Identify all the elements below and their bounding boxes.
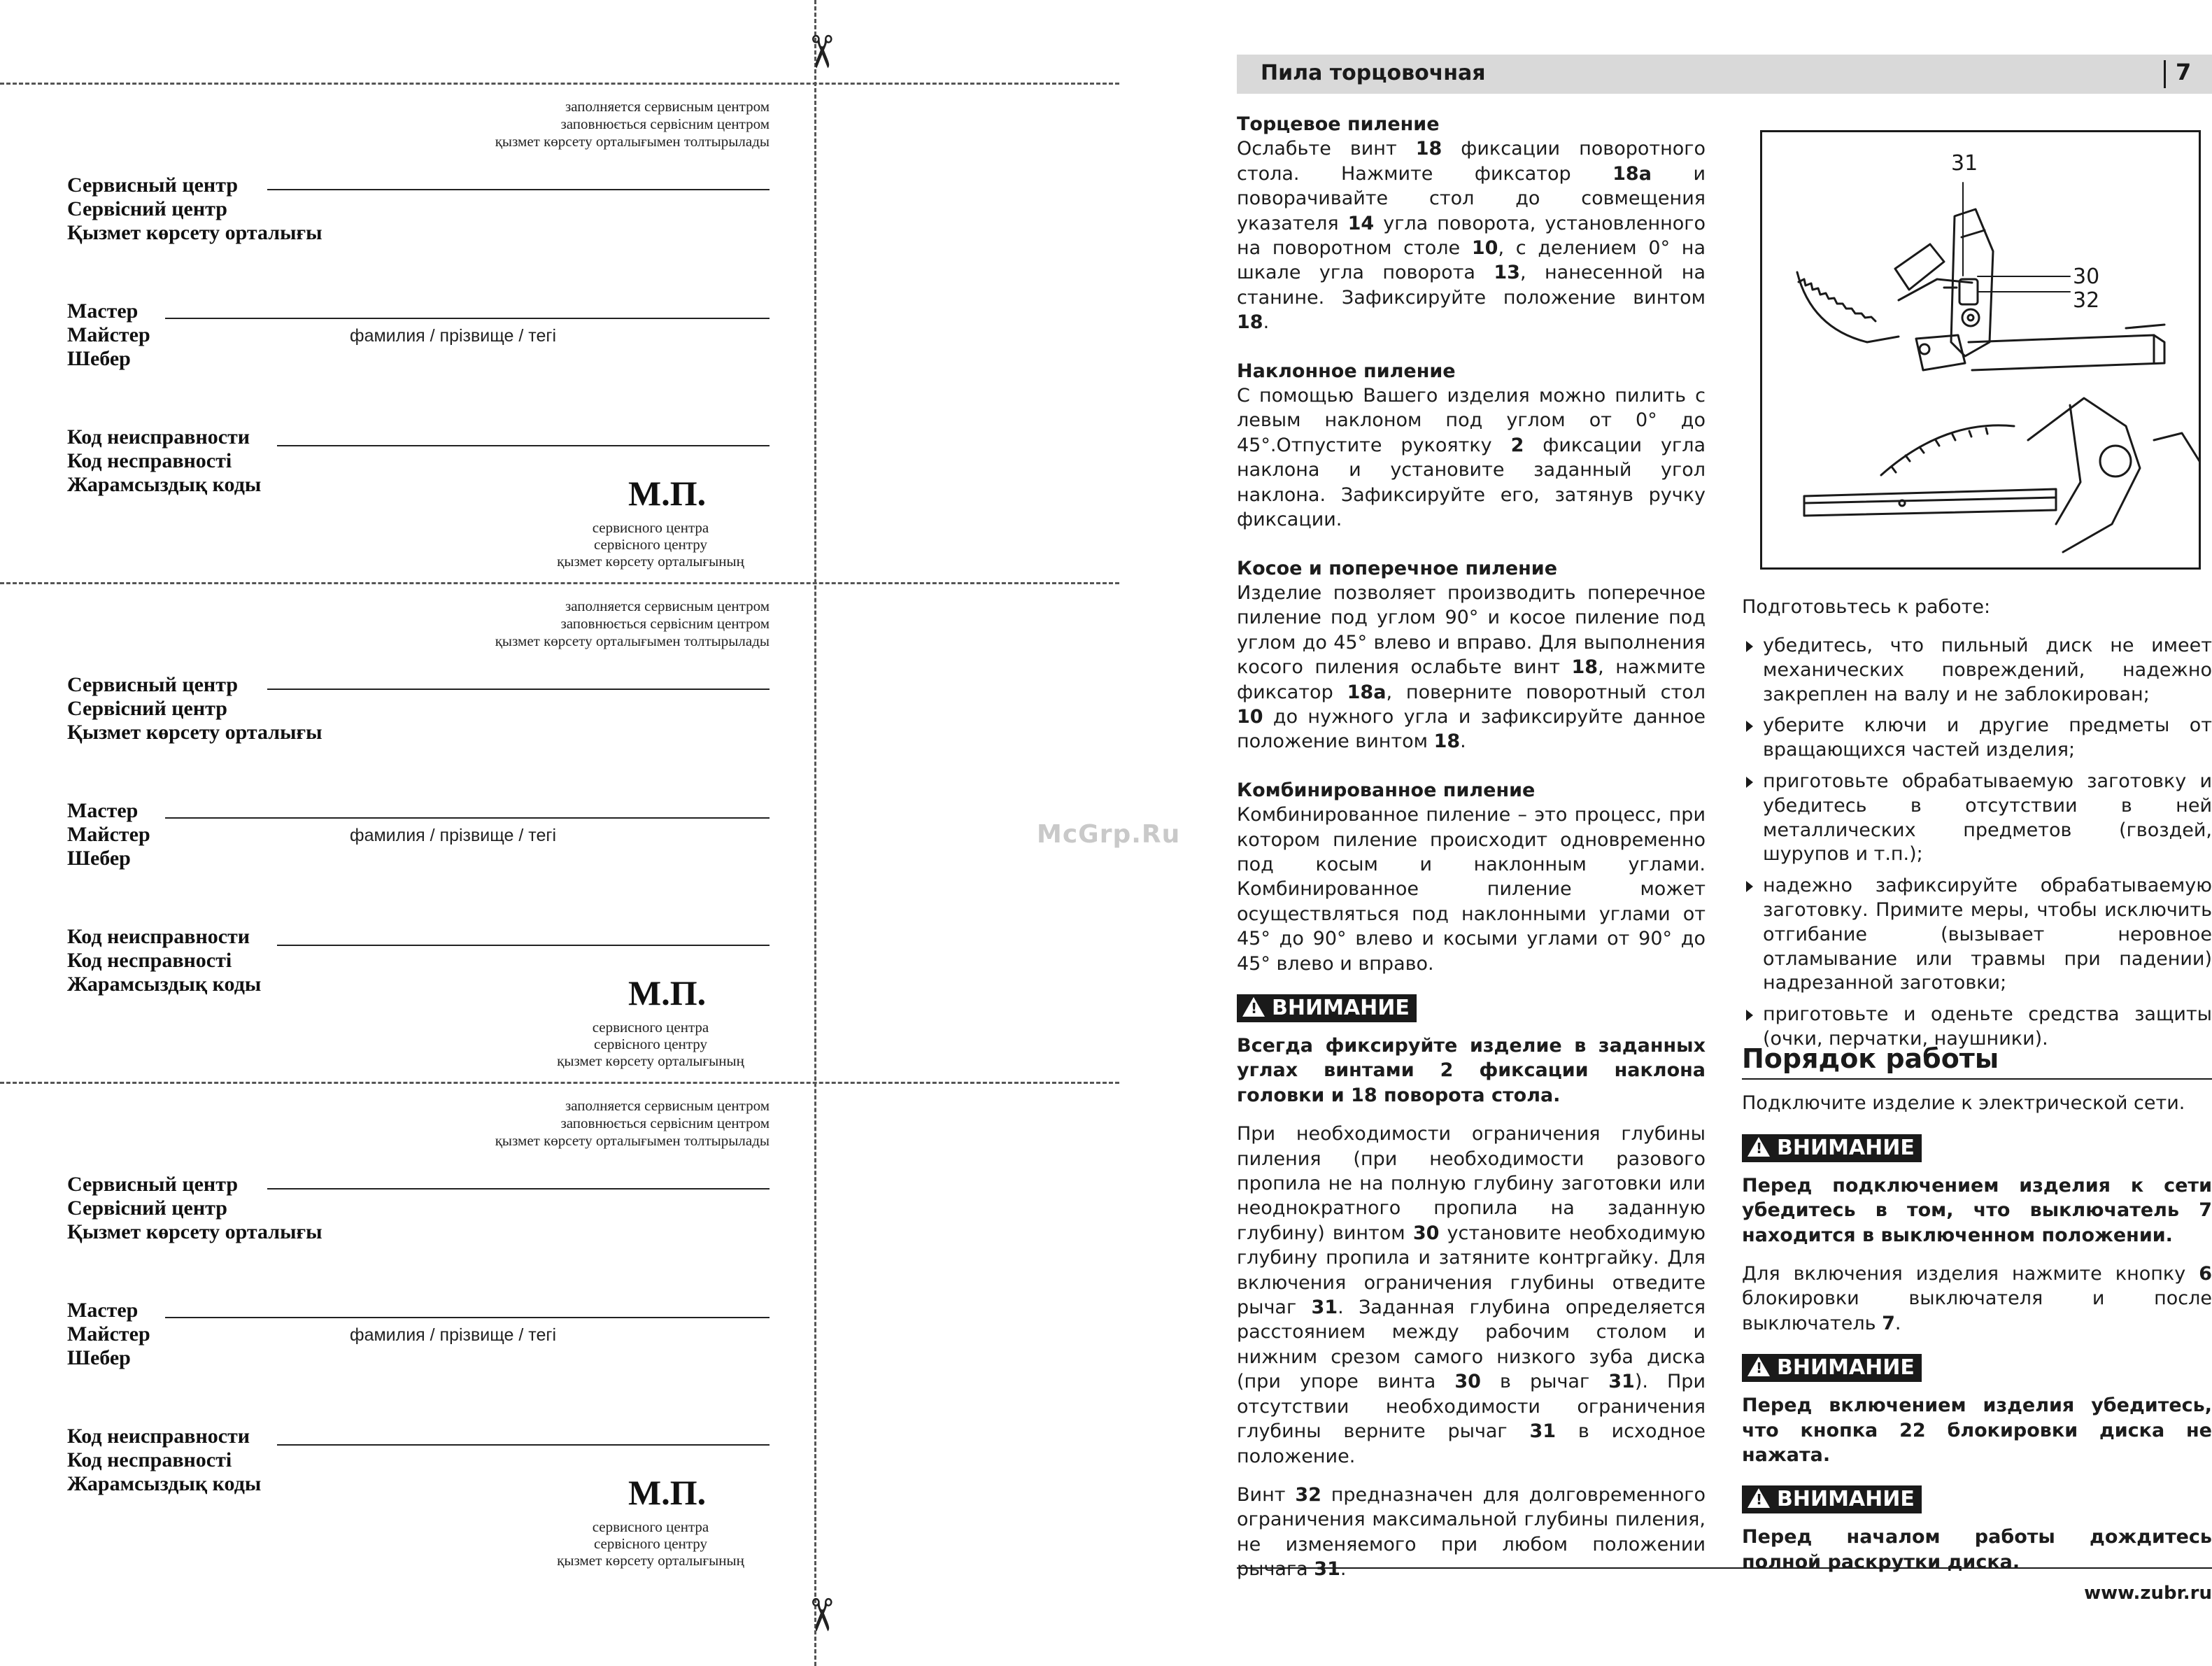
service-coupon-1: [0, 83, 814, 582]
fault-code-label: Код неисправности Код несправності Жарамсыздық коды: [67, 1425, 262, 1495]
paragraph-compound-cut: Комбинированное пиление – это процесс, при котором пиление происходит одновременно под косым и наклонным углами. Комбинированное пиление может осуществляться под наклонными углами от 45° до 90° влево и косыми углами от 90° до 45° влево и вправо.: [1237, 804, 1706, 975]
service-center-label: Сервисный центр Сервісний центр Қызмет көрсету орталығы: [67, 673, 322, 744]
footer-url: www.zubr.ru: [2084, 1583, 2212, 1604]
service-coupon-3: [0, 1082, 814, 1581]
service-center-field[interactable]: [267, 189, 770, 190]
list-item: убедитесь, что пильный диск не имеет механических повреждений, надежно закреплен на валу и не заблокирован;: [1742, 634, 2212, 707]
master-label: Мастер Майстер Шебер: [67, 1299, 150, 1369]
preparation-intro: Подготовьтесь к работе:: [1742, 596, 1991, 618]
footer-divider: [1237, 1567, 2212, 1569]
name-hint: фамилия / прізвище / тегі: [350, 826, 557, 845]
switch-instruction: Для включения изделия нажмите кнопку 6 блокировки выключателя и после выключатель 7.: [1742, 1263, 2212, 1334]
stamp-note: сервисного центра сервісного центру қызмет көрсету орталығының: [557, 1019, 744, 1069]
master-field[interactable]: [165, 318, 770, 319]
scissors-icon: ✂: [794, 1596, 846, 1634]
callout-label: 31: [1951, 151, 1978, 176]
list-item: приготовьте обрабатываемую заготовку и убедитесь в отсутствии в ней металлических предметов (гвоздей, шурупов и т.п.);: [1742, 770, 2212, 867]
service-center-label: Сервисный центр Сервісний центр Қызмет көрсету орталығы: [67, 174, 322, 244]
stamp-label: М.П.: [628, 973, 707, 1012]
paragraph-screw-32: Винт 32 предназначен для долговременного ограничения максимальной глубины пиления, не изменяемого при любом положении рычага 31.: [1237, 1483, 1706, 1581]
warning-text: Перед началом работы дождитесь полной раскрутки диска.: [1742, 1526, 2212, 1573]
page-header: [1237, 55, 2212, 94]
text-column-left: [1237, 112, 1706, 1582]
master-label: Мастер Майстер Шебер: [67, 799, 150, 870]
stamp-note: сервисного центра сервісного центру қызмет көрсету орталығының: [557, 1518, 744, 1569]
fault-code-label: Код неисправности Код несправності Жарамсыздық коды: [67, 925, 262, 996]
master-field[interactable]: [165, 817, 770, 819]
warning-badge: ! ВНИМАНИЕ: [1742, 1134, 1922, 1162]
paragraph-depth-limit: При необходимости ограничения глубины пиления (при необходимости разового пропила не на полную глубину заготовки или неоднократного пропила на заданную глубину) винтом 30 установите необходимую глубину пропила и затяните контргайку. Для включения ограничения глубины отведите рычаг 31. Заданная глубина определяется расстоянием между рабочим столом и нижним срезом самого низкого зуба диска (при упоре винта 30 в рычаг 31). При отсутствии необходимости ограничения глубины верните рычаг 31 в исходное положение.: [1237, 1123, 1706, 1467]
saw-depth-stop-figure: [1760, 130, 2201, 570]
watermark: McGrp.Ru: [1037, 820, 1181, 849]
name-hint: фамилия / прізвище / тегі: [350, 1325, 557, 1345]
warning-text: Перед подключением изделия к сети убедитесь в том, что выключатель 7 находится в выключенном положении.: [1742, 1174, 2212, 1246]
paragraph-cross-cut: Ослабьте винт 18 фиксации поворотного стола. Нажмите фиксатор 18а и поворачивайте стол до совмещения указателя 14 угла поворота, установленного на поворотном столе 10, с делением 0° на шкале угла поворота 13, нанесенной на станине. Зафиксируйте положение винтом 18.: [1237, 138, 1706, 334]
header-separator: [2164, 60, 2166, 88]
page-title: Пила торцовочная: [1261, 61, 1486, 85]
operation-section: [1742, 1043, 2212, 1574]
callout-label: 32: [2073, 288, 2100, 313]
preparation-checklist: [1742, 634, 2212, 1059]
callout-label: 30: [2073, 264, 2100, 289]
vertical-cut-line: [814, 0, 816, 1666]
warning-icon: !: [1242, 997, 1265, 1017]
warning-icon: !: [1747, 1137, 1770, 1157]
service-center-field[interactable]: [267, 1188, 770, 1190]
warning-icon: !: [1747, 1488, 1770, 1508]
fault-code-label: Код неисправности Код несправності Жарамсыздық коды: [67, 425, 262, 496]
section-heading: Торцевое пиление: [1237, 113, 1440, 135]
page-number: 7: [2176, 59, 2192, 85]
section-heading: Наклонное пиление: [1237, 360, 1456, 382]
section-heading: Комбинированное пиление: [1237, 779, 1536, 801]
fault-code-field[interactable]: [277, 1444, 770, 1446]
fault-code-field[interactable]: [277, 945, 770, 946]
service-coupon-2: [0, 582, 814, 1082]
warning-badge: ! ВНИМАНИЕ: [1237, 994, 1417, 1022]
list-item: уберите ключи и другие предметы от вращающихся частей изделия;: [1742, 714, 2212, 763]
service-center-label: Сервисный центр Сервісний центр Қызмет көрсету орталығы: [67, 1173, 322, 1243]
paragraph-miter-cut: Изделие позволяет производить поперечное пиление под углом 90° и косое пиление под углом до 45° влево и вправо. Для выполнения косого пиления ослабьте винт 18, нажмите фиксатор 18а, поверните поворотный стол 10 до нужного угла и зафиксируйте данное положение винтом 18.: [1237, 581, 1706, 753]
master-label: Мастер Майстер Шебер: [67, 299, 150, 370]
section-heading: Косое и поперечное пиление: [1237, 557, 1558, 579]
name-hint: фамилия / прізвище / тегі: [350, 326, 557, 346]
connect-instruction: Подключите изделие к электрической сети.: [1742, 1092, 2185, 1115]
fill-note: заполняется сервисным центром заповнюється сервісним центром қызмет көрсету орталығымен толтырылады: [495, 598, 770, 649]
paragraph-bevel-cut: С помощью Вашего изделия можно пилить с левым наклоном под углом от 0° до 45°.Отпустите рукоятку 2 фиксации угла наклона и установите заданный угол наклона. Зафиксируйте его, затянув ручку фиксации.: [1237, 385, 1706, 531]
fill-note: заполняется сервисным центром заповнюється сервісним центром қызмет көрсету орталығымен толтырылады: [495, 1097, 770, 1149]
scissors-icon: ✂: [794, 33, 846, 71]
stamp-label: М.П.: [628, 474, 707, 513]
list-item: надежно зафиксируйте обрабатываемую заготовку. Примите меры, чтобы исключить отгибание (вызывает неровное отламывание или травмы при падении) надрезанной заготовки;: [1742, 874, 2212, 996]
warning-icon: !: [1747, 1357, 1770, 1376]
warning-text: Перед включением изделия убедитесь, что кнопка 22 блокировки диска не нажата.: [1742, 1395, 2212, 1467]
master-field[interactable]: [165, 1317, 770, 1318]
warning-text: Всегда фиксируйте изделие в заданных углах винтами 2 фиксации наклона головки и 18 поворота стола.: [1237, 1035, 1706, 1106]
fault-code-field[interactable]: [277, 445, 770, 446]
list-item: приготовьте и оденьте средства защиты (очки, перчатки, наушники).: [1742, 1003, 2212, 1052]
stamp-note: сервисного центра сервісного центру қызмет көрсету орталығының: [557, 519, 744, 570]
section-title: Порядок работы: [1742, 1043, 1999, 1074]
fill-note: заполняется сервисным центром заповнюється сервісним центром қызмет көрсету орталығымен толтырылады: [495, 98, 770, 150]
warning-badge: ! ВНИМАНИЕ: [1742, 1485, 1922, 1513]
section-divider: [1742, 1078, 2212, 1080]
stamp-label: М.П.: [628, 1473, 707, 1512]
service-center-field[interactable]: [267, 689, 770, 690]
warning-badge: ! ВНИМАНИЕ: [1742, 1354, 1922, 1382]
saw-illustration: [1762, 132, 2201, 570]
